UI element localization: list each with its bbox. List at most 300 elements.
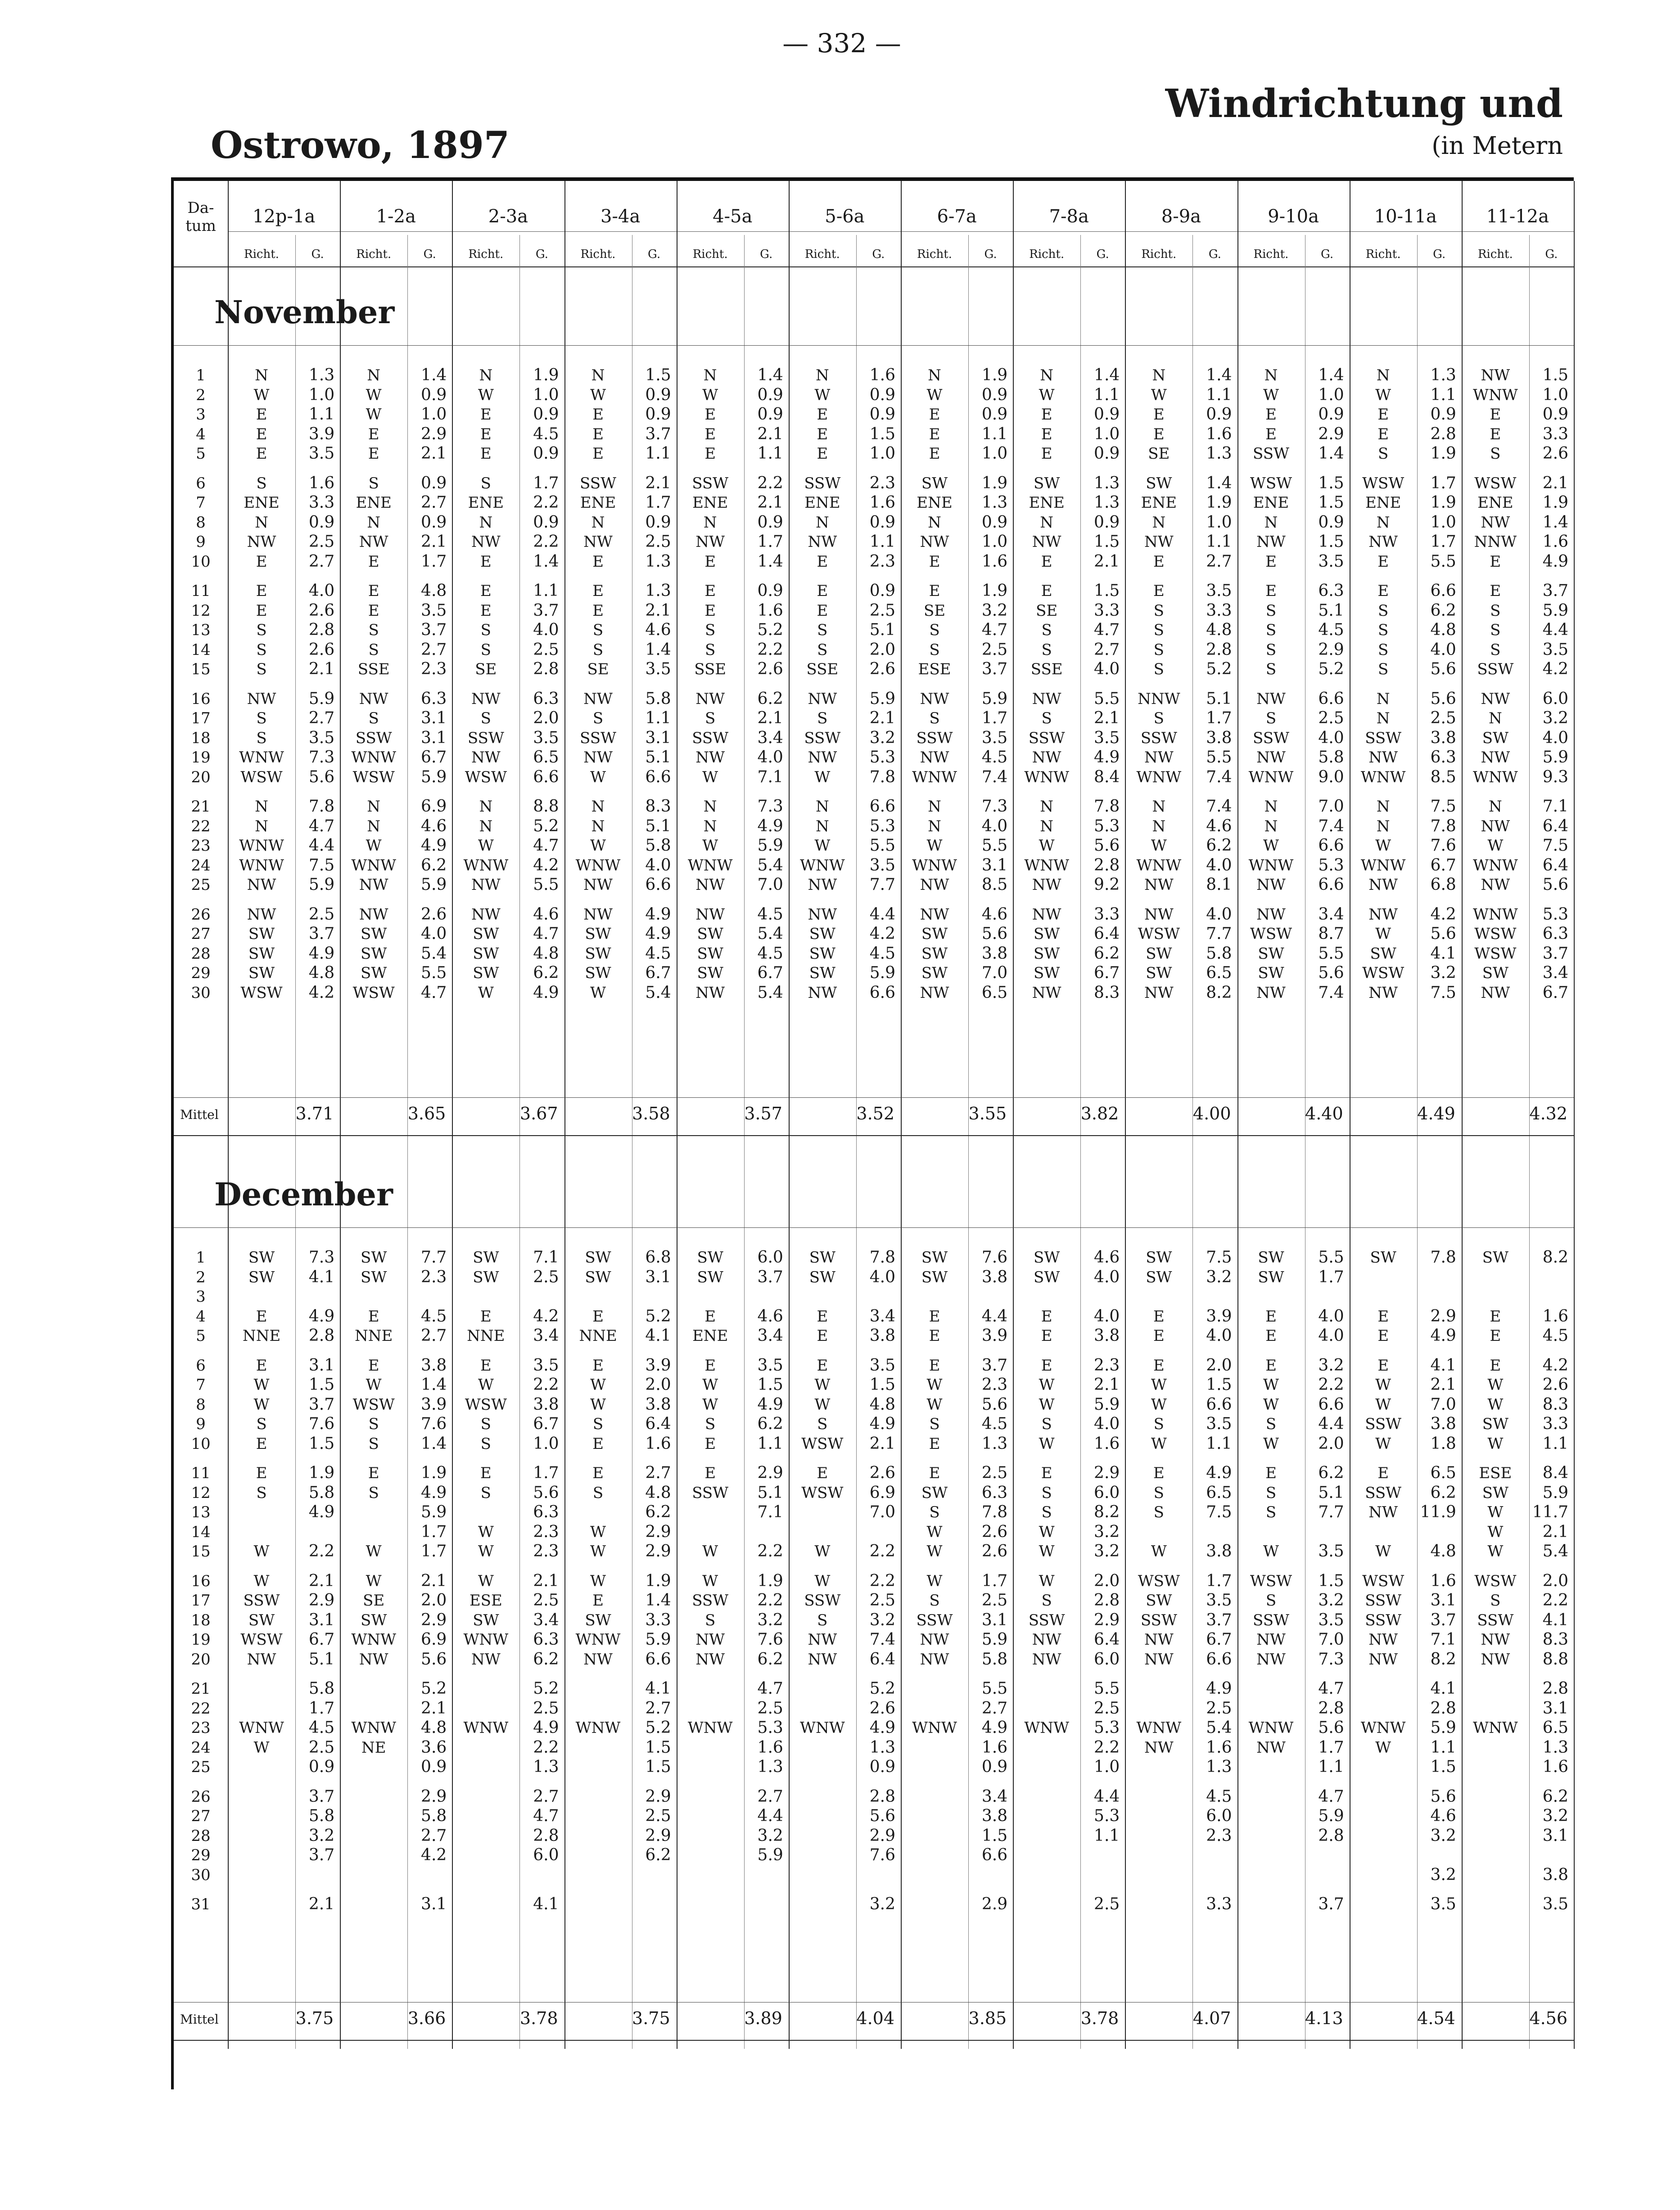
day-number: 17 xyxy=(191,1592,211,1610)
wind-direction: SW xyxy=(248,944,275,963)
wind-speed: 2.2 xyxy=(533,532,559,551)
wind-speed: 3.4 xyxy=(981,1787,1008,1806)
wind-speed: 2.3 xyxy=(1206,1826,1232,1845)
wind-direction: E xyxy=(929,1307,940,1326)
wind-speed: 3.8 xyxy=(869,1326,895,1345)
wind-speed: 3.8 xyxy=(645,1395,671,1414)
wind-speed: 3.8 xyxy=(1094,1326,1120,1345)
wind-speed: 1.1 xyxy=(645,709,671,727)
wind-direction: W xyxy=(366,386,382,404)
wind-direction: E xyxy=(817,406,828,424)
wind-speed: 1.4 xyxy=(645,1591,671,1610)
wind-direction: WSW xyxy=(240,768,283,786)
wind-speed: 3.8 xyxy=(533,1395,559,1414)
wind-direction: E xyxy=(1490,1327,1501,1345)
wind-speed: 6.6 xyxy=(533,767,559,786)
wind-speed: 1.1 xyxy=(308,405,335,424)
wind-speed: 7.5 xyxy=(1542,836,1568,855)
wind-speed: 3.9 xyxy=(421,1395,447,1414)
wind-speed: 11.7 xyxy=(1532,1503,1568,1521)
wind-speed: 0.9 xyxy=(308,1758,335,1776)
wind-speed: 9.2 xyxy=(1094,875,1120,894)
day-number: 24 xyxy=(191,1738,211,1757)
wind-direction: SW xyxy=(361,1249,387,1267)
wind-direction: E xyxy=(817,1327,828,1345)
monthly-mean: 4.56 xyxy=(1529,2008,1567,2028)
wind-direction: WNW xyxy=(239,856,284,875)
wind-speed: 3.5 xyxy=(869,1356,895,1375)
day-number: 17 xyxy=(191,709,211,727)
wind-direction: E xyxy=(1490,406,1501,424)
wind-speed: 7.7 xyxy=(1318,1503,1344,1521)
wind-speed: 2.8 xyxy=(869,1787,895,1806)
wind-direction: WNW xyxy=(351,749,396,767)
wind-direction: NW xyxy=(1481,876,1510,894)
wind-direction: E xyxy=(1490,425,1501,443)
wind-direction: WSW xyxy=(240,1631,283,1649)
wind-speed: 5.2 xyxy=(421,1679,447,1698)
wind-direction: E xyxy=(592,1356,604,1375)
time-header: 2-3a xyxy=(488,206,528,227)
wind-direction: E xyxy=(368,582,379,600)
wind-direction: N xyxy=(367,798,381,816)
wind-direction: W xyxy=(1151,1395,1167,1414)
wind-speed: 2.3 xyxy=(421,660,447,678)
day-number: 22 xyxy=(191,1699,211,1718)
wind-direction: WNW xyxy=(575,1719,621,1737)
wind-speed: 5.9 xyxy=(757,1846,783,1864)
wind-direction: NW xyxy=(1144,1738,1174,1757)
wind-direction: E xyxy=(256,1434,267,1453)
wind-speed: 6.2 xyxy=(533,1650,559,1669)
wind-direction: ENE xyxy=(244,494,280,512)
wind-direction: S xyxy=(1041,1503,1052,1521)
wind-speed: 5.2 xyxy=(645,1307,671,1326)
wind-direction: NW xyxy=(1144,1650,1174,1669)
wind-direction: NW xyxy=(1368,533,1398,551)
wind-direction: SE xyxy=(923,601,946,620)
wind-direction: S xyxy=(1490,601,1501,620)
wind-speed: 0.9 xyxy=(645,405,671,424)
wind-direction: W xyxy=(1263,1376,1279,1394)
wind-direction: WSW xyxy=(465,768,507,786)
wind-speed: 4.5 xyxy=(421,1307,447,1326)
wind-speed: 4.5 xyxy=(981,748,1008,767)
wind-speed: 8.8 xyxy=(1542,1650,1568,1669)
wind-direction: N xyxy=(1376,798,1390,816)
wind-speed: 3.2 xyxy=(1542,1807,1568,1825)
wind-direction: S xyxy=(480,640,491,659)
wind-speed: 2.7 xyxy=(308,552,335,571)
monthly-mean: 4.40 xyxy=(1305,1104,1343,1123)
wind-direction: S xyxy=(1041,1484,1052,1502)
wind-direction: SW xyxy=(1482,1484,1508,1502)
wind-speed: 3.1 xyxy=(1430,1591,1456,1610)
wind-speed: 1.1 xyxy=(1318,1758,1344,1776)
wind-direction: S xyxy=(368,621,379,639)
monthly-mean: 3.66 xyxy=(407,2008,446,2028)
wind-direction: N xyxy=(1376,513,1390,532)
wind-speed: 4.0 xyxy=(1094,1307,1120,1326)
wind-direction: S xyxy=(368,1434,379,1453)
wind-speed: 4.4 xyxy=(981,1307,1008,1326)
wind-direction: SW xyxy=(361,925,387,943)
wind-direction: W xyxy=(1263,837,1279,855)
wind-speed: 2.0 xyxy=(1094,1571,1120,1590)
mittel-label: Mittel xyxy=(180,1107,219,1122)
wind-direction: S xyxy=(368,640,379,659)
wind-speed: 5.4 xyxy=(1206,1718,1232,1737)
wind-direction: W xyxy=(1487,1542,1504,1561)
wind-speed: 5.2 xyxy=(1206,660,1232,678)
wind-direction: E xyxy=(1490,1356,1501,1375)
wind-speed: 4.7 xyxy=(757,1679,783,1698)
wind-speed: 0.9 xyxy=(981,405,1008,424)
wind-speed: 2.6 xyxy=(308,640,335,659)
wind-direction: WNW xyxy=(912,768,957,786)
wind-speed: 1.6 xyxy=(981,1738,1008,1757)
wind-direction: SW xyxy=(473,1249,499,1267)
wind-speed: 0.9 xyxy=(1094,405,1120,424)
day-number: 16 xyxy=(191,1572,211,1590)
wind-speed: 2.8 xyxy=(308,1326,335,1345)
wind-direction: W xyxy=(1039,837,1055,855)
wind-speed: 6.5 xyxy=(533,748,559,767)
wind-speed: 3.5 xyxy=(1206,582,1232,600)
wind-speed: 5.6 xyxy=(1318,1718,1344,1737)
wind-speed: 5.8 xyxy=(1318,748,1344,767)
monthly-mean: 3.67 xyxy=(519,1104,558,1123)
day-number: 15 xyxy=(191,1542,211,1561)
wind-direction: E xyxy=(1377,425,1389,443)
wind-speed: 2.8 xyxy=(1318,1826,1344,1845)
wind-direction: NW xyxy=(583,690,613,708)
day-number: 6 xyxy=(196,474,206,492)
wind-direction: W xyxy=(1263,386,1279,404)
wind-direction: S xyxy=(1153,1484,1164,1502)
wind-direction: E xyxy=(480,1356,492,1375)
wind-speed: 3.4 xyxy=(1318,905,1344,924)
wind-direction: SW xyxy=(1034,925,1060,943)
wind-speed: 5.9 xyxy=(1542,1483,1568,1502)
wind-direction: NW xyxy=(808,876,837,894)
wind-speed: 2.9 xyxy=(645,1826,671,1845)
wind-direction: SW xyxy=(697,944,723,963)
day-number: 23 xyxy=(191,837,211,855)
wind-speed: 3.1 xyxy=(1542,1826,1568,1845)
wind-direction: NW xyxy=(1032,905,1061,924)
richt-header: Richt. xyxy=(1477,248,1513,261)
richt-header: Richt. xyxy=(356,248,392,261)
wind-direction: SSW xyxy=(1365,1611,1402,1629)
wind-speed: 5.9 xyxy=(869,964,895,982)
wind-direction: S xyxy=(1265,640,1277,659)
wind-speed: 1.6 xyxy=(1430,1571,1456,1590)
wind-speed: 3.7 xyxy=(757,1267,783,1286)
wind-direction: W xyxy=(590,1523,606,1541)
wind-speed: 4.1 xyxy=(645,1679,671,1698)
wind-direction: NW xyxy=(1144,749,1174,767)
wind-speed: 6.3 xyxy=(1318,582,1344,600)
wind-direction: WSW xyxy=(352,1395,395,1414)
wind-direction: SW xyxy=(1370,944,1396,963)
wind-direction: S xyxy=(1153,660,1164,678)
wind-speed: 4.7 xyxy=(1094,621,1120,639)
day-number: 27 xyxy=(191,1807,211,1825)
wind-speed: 5.9 xyxy=(757,836,783,855)
wind-speed: 5.8 xyxy=(308,1807,335,1825)
wind-speed: 0.9 xyxy=(869,1758,895,1776)
wind-speed: 1.3 xyxy=(981,493,1008,512)
wind-direction: SSW xyxy=(467,729,504,747)
wind-direction: ENE xyxy=(356,494,392,512)
wind-speed: 4.6 xyxy=(645,621,671,639)
wind-speed: 4.2 xyxy=(1542,660,1568,678)
wind-direction: E xyxy=(1490,552,1501,571)
wind-direction: W xyxy=(926,1376,943,1394)
wind-direction: E xyxy=(592,552,604,571)
wind-speed: 1.4 xyxy=(1318,444,1344,463)
wind-speed: 7.3 xyxy=(981,797,1008,816)
wind-speed: 6.2 xyxy=(1430,1483,1456,1502)
g-header: G. xyxy=(648,248,661,261)
wind-speed: 1.4 xyxy=(421,1376,447,1394)
wind-speed: 6.7 xyxy=(1430,856,1456,875)
wind-speed: 6.6 xyxy=(1206,1395,1232,1414)
wind-speed: 5.2 xyxy=(757,621,783,639)
wind-speed: 3.8 xyxy=(1430,728,1456,747)
g-header: G. xyxy=(311,248,324,261)
wind-direction: NW xyxy=(920,1631,949,1649)
wind-speed: 1.3 xyxy=(981,1434,1008,1453)
wind-speed: 1.0 xyxy=(869,444,895,463)
wind-speed: 5.5 xyxy=(1094,1679,1120,1698)
wind-speed: 3.2 xyxy=(981,601,1008,620)
wind-speed: 2.6 xyxy=(1542,1376,1568,1394)
wind-speed: 3.2 xyxy=(869,1895,895,1913)
wind-direction: SW xyxy=(809,925,835,943)
wind-direction: W xyxy=(926,837,943,855)
wind-speed: 7.8 xyxy=(308,797,335,816)
wind-direction: ENE xyxy=(468,494,504,512)
wind-direction: E xyxy=(1265,406,1277,424)
wind-speed: 2.1 xyxy=(533,1571,559,1590)
wind-direction: WSW xyxy=(352,983,395,1002)
wind-direction: N xyxy=(815,817,829,835)
wind-direction: S xyxy=(817,621,828,639)
wind-speed: 3.7 xyxy=(1542,582,1568,600)
day-number: 7 xyxy=(196,494,206,512)
wind-direction: N xyxy=(815,798,829,816)
richt-header: Richt. xyxy=(1253,248,1289,261)
wind-speed: 4.6 xyxy=(1430,1807,1456,1825)
wind-speed: 2.7 xyxy=(757,1787,783,1806)
wind-direction: ENE xyxy=(580,494,616,512)
wind-direction: SW xyxy=(585,1268,611,1286)
wind-direction: NW xyxy=(920,533,949,551)
wind-direction: N xyxy=(703,513,717,532)
wind-direction: WSW xyxy=(1362,474,1405,492)
wind-speed: 1.1 xyxy=(869,532,895,551)
wind-speed: 0.9 xyxy=(645,385,671,404)
day-number: 5 xyxy=(196,1327,206,1345)
wind-direction: E xyxy=(592,445,604,463)
wind-speed: 0.9 xyxy=(421,1758,447,1776)
wind-speed: 6.6 xyxy=(645,875,671,894)
wind-speed: 1.0 xyxy=(981,444,1008,463)
wind-direction: S xyxy=(817,709,828,727)
wind-direction: S xyxy=(1265,1503,1277,1521)
wind-direction: S xyxy=(1153,640,1164,659)
wind-direction: W xyxy=(478,1376,494,1394)
wind-speed: 3.4 xyxy=(533,1326,559,1345)
wind-direction: W xyxy=(1039,1572,1055,1590)
wind-direction: E xyxy=(929,1356,940,1375)
wind-direction: W xyxy=(1263,1395,1279,1414)
wind-speed: 7.5 xyxy=(1206,1248,1232,1267)
wind-direction: SW xyxy=(473,944,499,963)
wind-speed: 7.3 xyxy=(757,797,783,816)
wind-direction: WSW xyxy=(801,1434,844,1453)
wind-direction: S xyxy=(1265,1415,1277,1433)
wind-direction: W xyxy=(814,1572,831,1590)
wind-speed: 1.3 xyxy=(1542,1738,1568,1757)
wind-speed: 6.4 xyxy=(1542,856,1568,875)
wind-speed: 4.1 xyxy=(1430,1679,1456,1698)
wind-speed: 5.1 xyxy=(757,1483,783,1502)
wind-direction: E xyxy=(1377,406,1389,424)
wind-speed: 7.0 xyxy=(869,1503,895,1521)
wind-direction: E xyxy=(1377,1464,1389,1482)
wind-direction: W xyxy=(702,837,718,855)
wind-speed: 4.9 xyxy=(308,1307,335,1326)
wind-speed: 1.5 xyxy=(1318,1571,1344,1590)
wind-direction: S xyxy=(929,1503,940,1521)
wind-speed: 2.7 xyxy=(421,640,447,659)
wind-direction: SW xyxy=(697,1268,723,1286)
wind-direction: S xyxy=(368,709,379,727)
wind-direction: W xyxy=(702,1376,718,1394)
wind-direction: S xyxy=(1378,660,1389,678)
day-number: 2 xyxy=(196,386,206,404)
wind-direction: N xyxy=(1264,366,1278,384)
wind-speed: 5.9 xyxy=(308,689,335,708)
wind-direction: S xyxy=(1153,601,1164,620)
wind-speed: 1.4 xyxy=(533,552,559,571)
monthly-mean: 4.54 xyxy=(1417,2008,1455,2028)
wind-speed: 3.3 xyxy=(1542,1415,1568,1433)
wind-speed: 4.8 xyxy=(308,964,335,982)
wind-speed: 4.0 xyxy=(1318,728,1344,747)
wind-direction: W xyxy=(1263,1434,1279,1453)
wind-speed: 4.0 xyxy=(1542,728,1568,747)
wind-speed: 2.6 xyxy=(869,660,895,678)
wind-direction: S xyxy=(256,1415,267,1433)
wind-direction: W xyxy=(590,837,606,855)
wind-speed: 2.5 xyxy=(533,640,559,659)
wind-speed: 2.5 xyxy=(533,1699,559,1718)
wind-speed: 2.1 xyxy=(1094,552,1120,571)
wind-speed: 3.5 xyxy=(1206,1591,1232,1610)
wind-speed: 4.8 xyxy=(869,1395,895,1414)
wind-direction: W xyxy=(1263,1542,1279,1561)
wind-direction: W xyxy=(814,1395,831,1414)
wind-speed: 3.8 xyxy=(1206,1542,1232,1561)
wind-speed: 1.6 xyxy=(757,601,783,620)
wind-speed: 5.6 xyxy=(1318,964,1344,982)
wind-speed: 1.5 xyxy=(1094,582,1120,600)
wind-speed: 6.9 xyxy=(869,1483,895,1502)
wind-direction: W xyxy=(478,1542,494,1561)
wind-direction: SW xyxy=(1482,964,1508,982)
wind-direction: E xyxy=(817,552,828,571)
wind-speed: 4.9 xyxy=(645,905,671,924)
wind-direction: N xyxy=(703,798,717,816)
wind-speed: 4.8 xyxy=(421,1718,447,1737)
wind-direction: W xyxy=(1039,1376,1055,1394)
wind-speed: 1.0 xyxy=(1430,513,1456,532)
wind-direction: WNW xyxy=(1473,386,1518,404)
wind-direction: WNW xyxy=(800,1719,845,1737)
wind-speed: 1.5 xyxy=(645,1738,671,1757)
wind-direction: S xyxy=(256,709,267,727)
wind-direction: WNW xyxy=(1136,1719,1182,1737)
wind-direction: SW xyxy=(1370,1249,1396,1267)
day-number: 7 xyxy=(196,1376,206,1394)
wind-direction: E xyxy=(705,445,716,463)
wind-direction: N xyxy=(1040,817,1054,835)
wind-speed: 3.4 xyxy=(1542,964,1568,982)
time-header: 7-8a xyxy=(1049,206,1089,227)
wind-speed: 4.9 xyxy=(869,1718,895,1737)
wind-direction: S xyxy=(480,709,491,727)
wind-speed: 6.2 xyxy=(645,1846,671,1864)
wind-speed: 3.2 xyxy=(869,728,895,747)
wind-speed: 1.9 xyxy=(1430,444,1456,463)
wind-direction: E xyxy=(368,1356,379,1375)
wind-speed: 6.6 xyxy=(1318,875,1344,894)
wind-direction: SSW xyxy=(243,1592,280,1610)
wind-direction: NW xyxy=(583,905,613,924)
wind-speed: 7.3 xyxy=(308,748,335,767)
wind-speed: 2.9 xyxy=(1094,1610,1120,1629)
wind-direction: SW xyxy=(585,1249,611,1267)
wind-speed: 8.4 xyxy=(1094,767,1120,786)
monthly-mean: 4.00 xyxy=(1192,1104,1231,1123)
wind-speed: 5.9 xyxy=(308,875,335,894)
day-number: 31 xyxy=(191,1895,211,1913)
wind-speed: 5.6 xyxy=(1430,660,1456,678)
wind-speed: 6.2 xyxy=(421,856,447,875)
wind-speed: 5.9 xyxy=(1542,748,1568,767)
wind-direction: E xyxy=(480,406,492,424)
wind-direction: NW xyxy=(359,905,388,924)
wind-speed: 5.8 xyxy=(645,836,671,855)
wind-speed: 7.7 xyxy=(1206,925,1232,943)
wind-speed: 6.4 xyxy=(1094,1630,1120,1649)
wind-speed: 2.8 xyxy=(533,1826,559,1845)
wind-speed: 3.5 xyxy=(308,728,335,747)
wind-speed: 5.1 xyxy=(645,816,671,835)
wind-speed: 1.6 xyxy=(308,474,335,492)
wind-speed: 3.3 xyxy=(1094,601,1120,620)
wind-speed: 5.5 xyxy=(1430,552,1456,571)
wind-direction: E xyxy=(1041,445,1052,463)
wind-speed: 4.6 xyxy=(1206,816,1232,835)
wind-direction: ENE xyxy=(692,1327,728,1345)
wind-direction: WSW xyxy=(1138,1572,1180,1590)
wind-speed: 2.6 xyxy=(981,1542,1008,1561)
